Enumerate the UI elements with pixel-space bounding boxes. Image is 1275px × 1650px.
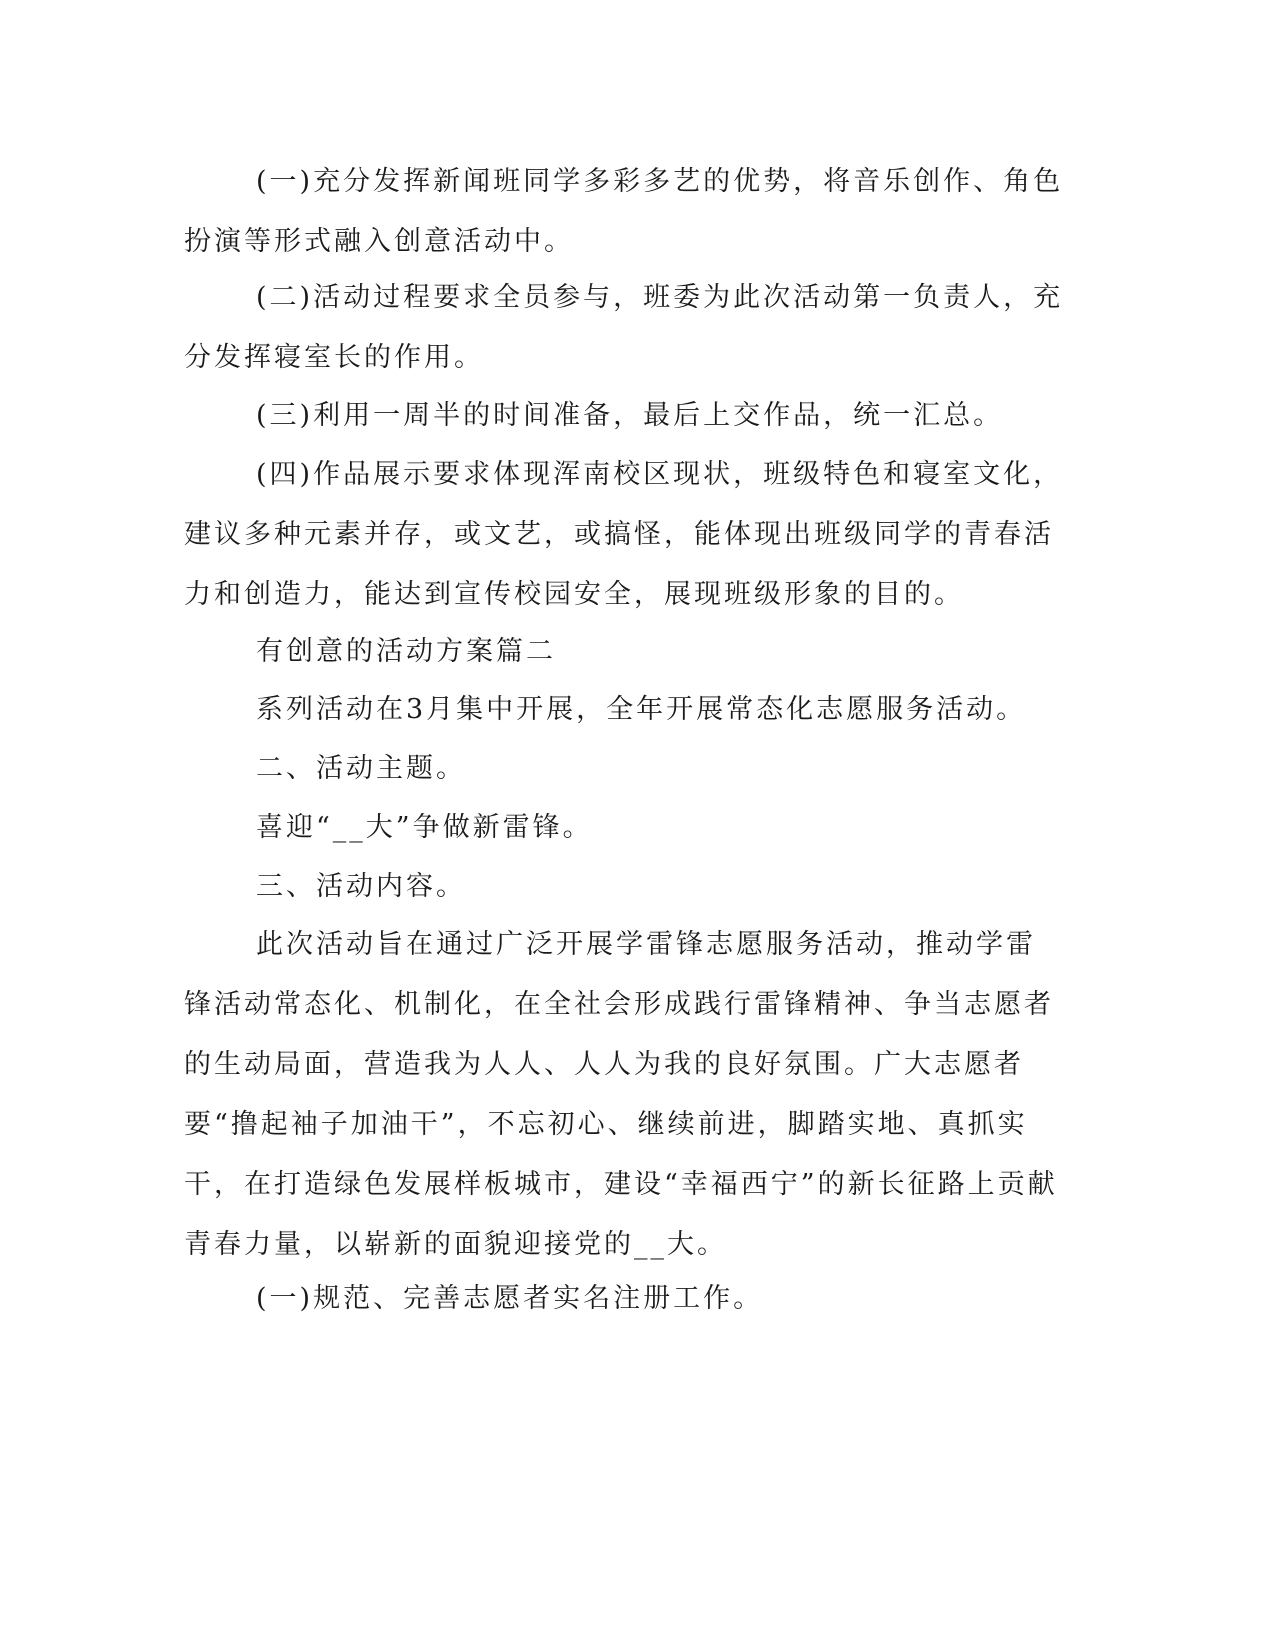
paragraph-10: (一)规范、完善志愿者实名注册工作。 [256, 1283, 764, 1314]
paragraph-2: (二)活动过程要求全员参与，班委为此次活动第一负责人，充分发挥寝室长的作用。 [184, 282, 1064, 373]
paragraph-1: (一)充分发挥新闻班同学多彩多艺的优势，将音乐创作、角色扮演等形式融入创意活动中。 [184, 166, 1064, 257]
paragraph-3: (三)利用一周半的时间准备，最后上交作品，统一汇总。 [256, 400, 1004, 431]
paragraph-5: 系列活动在3月集中开展，全年开展常态化志愿服务活动。 [256, 694, 1027, 725]
paragraph-4: (四)作品展示要求体现浑南校区现状，班级特色和寝室文化，建议多种元素并存，或文艺，或搞怪，能体现出班级同学的青春活力和创造力，能达到宣传校园安全，展现班级形象的目的。 [184, 459, 1064, 610]
paragraph-8: 三、活动内容。 [256, 871, 466, 902]
paragraph-6: 二、活动主题。 [256, 753, 466, 784]
section-heading: 有创意的活动方案篇二 [256, 636, 556, 667]
paragraph-7: 喜迎“__大”争做新雷锋。 [256, 812, 593, 843]
paragraph-9: 此次活动旨在通过广泛开展学雷锋志愿服务活动，推动学雷锋活动常态化、机制化，在全社会形成践行雷锋精神、争当志愿者的生动局面，营造我为人人、人人为我的良好氛围。广大志愿者要“撸起袖子加油干”，不忘初心、继续前进，脚踏实地、真抓实干，在打造绿色发展样板城市，建设“幸福西宁”的新长征路上贡献青春力量，以崭新的面貌迎接党的__大。 [184, 929, 1058, 1260]
